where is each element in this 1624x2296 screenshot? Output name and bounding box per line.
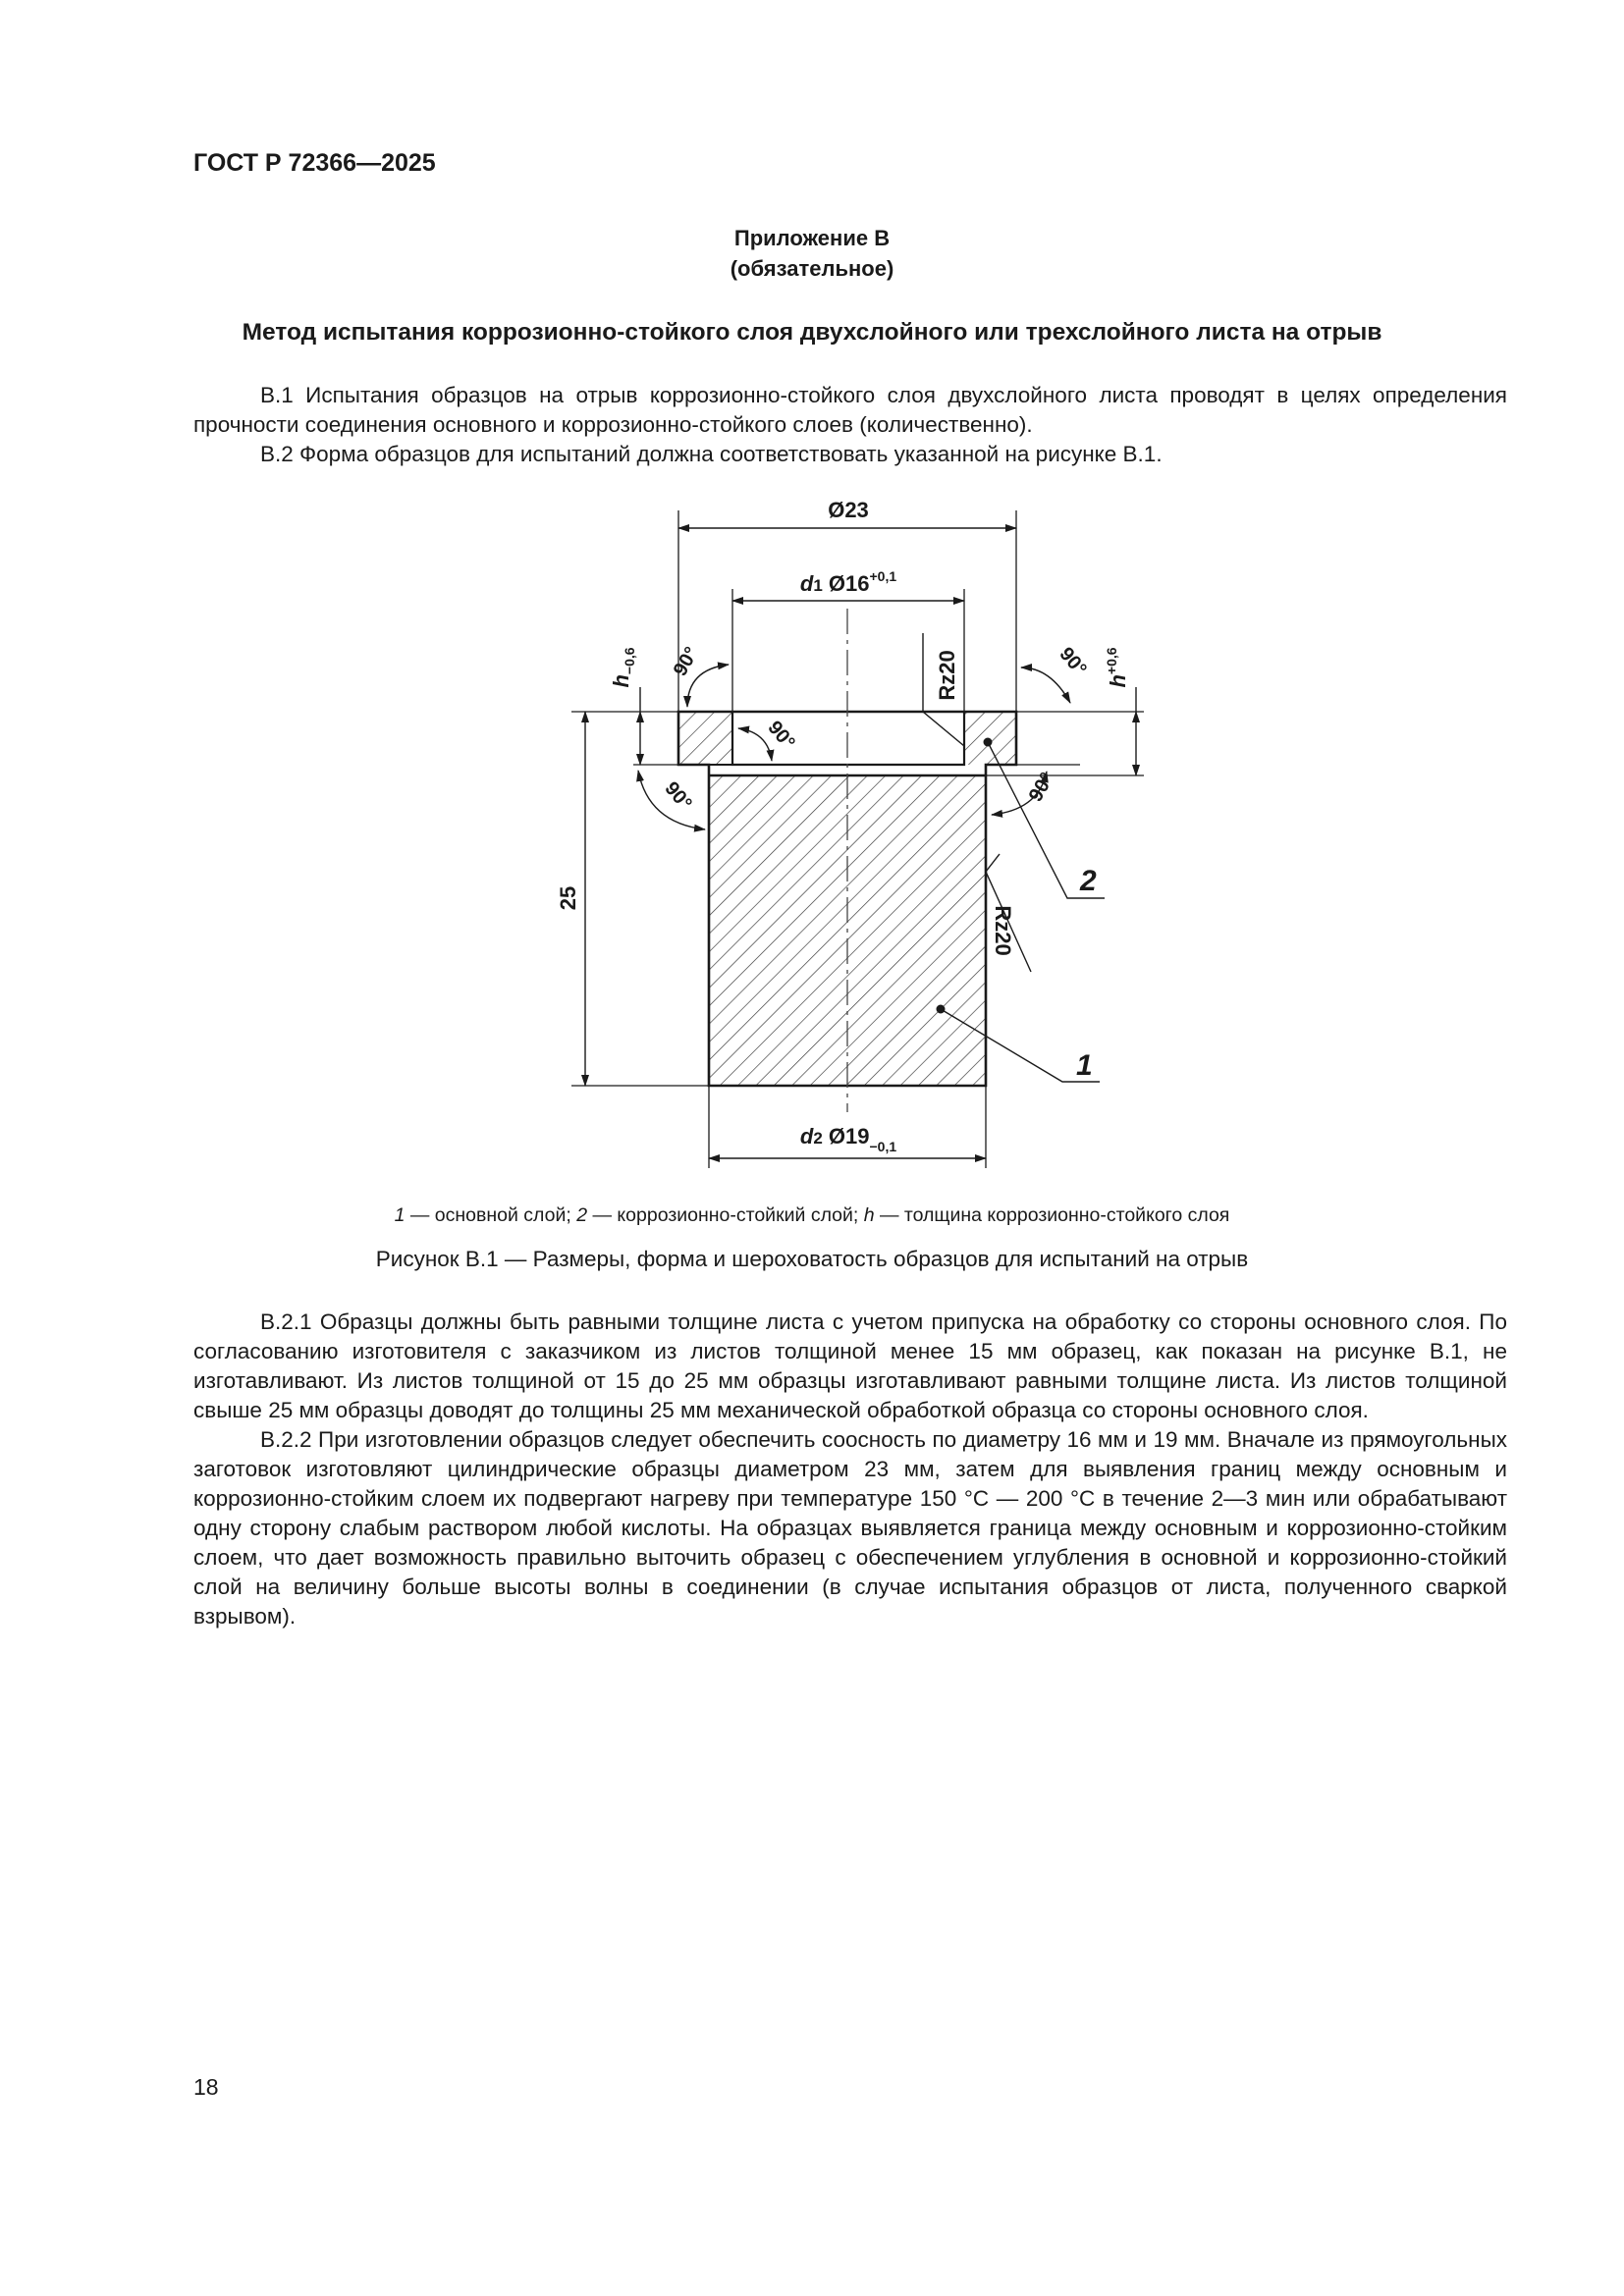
appendix-status: (обязательное): [730, 256, 894, 281]
figure-legend: [0, 1204, 1624, 1227]
section-title: Метод испытания коррозионно-стойкого слоя двухслойного или трехслойного листа на отрыв: [242, 319, 1382, 346]
dim-h-right-label: $h^{+0,6}$: [1104, 647, 1130, 688]
legend-num-2: 2: [576, 1204, 588, 1226]
dim-d19-label: d2 $Ø19_{-0,1}$: [799, 1124, 897, 1154]
groove-outline: [732, 712, 964, 765]
callout-1: 1: [1076, 1049, 1093, 1082]
paragraph-b21: В.2.1 Образцы должны быть равными толщине листа с учетом припуска на обработку со стороны основного слоя. По согласованию изготовителя с заказчиком из листов толщиной менее 15 мм образец, как показан на рисунке В.1, не изготавливают. Из листов толщиной от 15 до 25 мм образцы изготавливают равными толщине листа. Из листов толщиной свыше 25 мм образцы доводят до толщины 25 мм механической обработкой образца со стороны основного слоя.: [193, 1309, 1507, 1422]
legend-text-3: — толщина коррозионно-стойкого слоя: [874, 1204, 1230, 1226]
legend-text-2: — коррозионно-стойкий слой;: [587, 1204, 864, 1226]
roughness-label-side: Rz20: [991, 905, 1015, 956]
dim-h-left-label: $h_{-0,6}$: [609, 647, 637, 688]
dim-d23-label: Ø23: [828, 498, 869, 522]
legend-num-3: h: [863, 1204, 875, 1226]
legend-num-1: 1: [394, 1204, 406, 1226]
paragraph-b2: В.2 Форма образцов для испытаний должна соответствовать указанной на рисунке В.1.: [260, 442, 1163, 466]
angle-label-top-right: 90°: [1055, 643, 1091, 680]
appendix-title: Приложение В: [733, 226, 891, 250]
leader-1-dot: [937, 1005, 946, 1014]
leader-2-dot: [984, 738, 993, 747]
dim-d16-label: d1 $Ø16^{+0,1}$: [799, 568, 897, 596]
dim-height-label: 25: [556, 885, 580, 911]
clad-layer-right: [964, 712, 1016, 765]
angle-label-top-left: 90°: [669, 643, 703, 680]
angle-arc-top-left: [687, 665, 729, 707]
angle-label-bottom-right: 90°: [1024, 769, 1058, 806]
callout-2: 2: [1080, 865, 1097, 897]
body-text: [193, 1308, 1507, 1631]
document-code: ГОСТ Р 72366—2025: [193, 149, 436, 177]
angle-label-inner: 90°: [763, 717, 799, 754]
roughness-label-top: Rz20: [935, 650, 959, 701]
paragraph-b1: В.1 Испытания образцов на отрыв коррозионно-стойкого слоя двухслойного листа проводят в целях определения прочности соединения основного и коррозионно-стойкого слоев (количественно).: [193, 383, 1507, 437]
angle-arc-top-right: [1021, 667, 1070, 703]
clad-layer-left: [678, 712, 732, 765]
page-number: 18: [193, 2074, 219, 2100]
paragraph-b22: В.2.2 При изготовлении образцов следует обеспечить соосность по диаметру 16 мм и 19 мм. Вначале из прямоугольных заготовок изготовляют цилиндрические образцы диаметром 23 мм, затем для выявления границ между основным и коррозионно-стойким слоем их подвергают нагреву при температуре 150 °С — 200 °С в течение 2—3 мин или обрабатывают одну сторону слабым раствором любой кислоты. На образцах выявляется граница между основным и коррозионно-стойким слоем, что дает возможность правильно выточить образец с обеспечением углубления в основной и коррозионно-стойкий слой на величину больше высоты волны в соединении (в случае испытания образцов от листа, полученного сваркой взрывом).: [193, 1427, 1507, 1629]
legend-text-1: — основной слой;: [405, 1204, 577, 1226]
figure-caption: Рисунок В.1 — Размеры, форма и шероховатость образцов для испытаний на отрыв: [375, 1247, 1249, 1271]
angle-label-bottom-left: 90°: [660, 777, 696, 815]
